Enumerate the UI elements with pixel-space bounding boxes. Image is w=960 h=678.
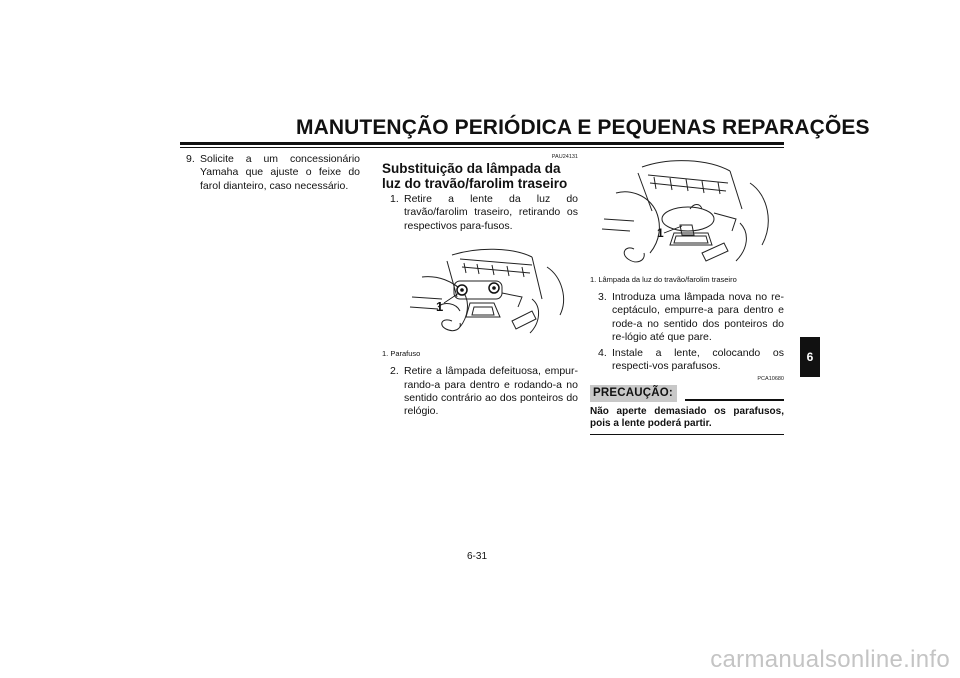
step-2	[390, 365, 578, 419]
caution-reference-code: PCA10680	[757, 376, 784, 383]
step-text: Instale a lente, colocando os respecti-vos parafusos.	[612, 346, 784, 373]
caution-header	[590, 385, 784, 401]
step-1	[390, 193, 578, 233]
caution-label: PRECAUÇÃO:	[590, 385, 677, 401]
caution-text: Não aperte demasiado os parafusos, pois a lente poderá partir.	[590, 405, 784, 430]
reference-code: PAU24131	[551, 154, 578, 160]
taillight-lens-screws-illustration	[382, 237, 578, 347]
step-text: Solicite a um concessionário Yamaha que ajuste o feixe do farol dianteiro, caso necessário.	[200, 153, 360, 192]
step-3	[598, 291, 784, 345]
figure-caption: 1. Parafuso	[382, 349, 421, 359]
step-number: 3.	[598, 291, 607, 303]
header-rule-thick	[180, 142, 784, 145]
step-number: 2.	[390, 365, 399, 378]
caution-rule	[685, 399, 784, 401]
step-text: Retire a lente da luz do travão/farolim traseiro, retirando os respectivos para-fusos.	[404, 193, 578, 232]
figure-callout: 1	[436, 299, 444, 315]
caution-bottom-rule	[590, 434, 784, 436]
header-rule-thin	[180, 147, 784, 148]
page-title: MANUTENÇÃO PERIÓDICA E PEQUENAS REPARAÇÕES	[296, 116, 870, 139]
step-text: Introduza uma lâmpada nova no re-ceptáculo, empurre-a para dentro e rode-a no sentido dos ponteiros do re-lógio até que pare.	[612, 291, 784, 344]
chapter-tab: 6	[800, 337, 820, 377]
step-number: 9.	[186, 153, 195, 165]
figure-callout: 1	[657, 226, 664, 240]
section-title: Substituição da lâmpada da luz do travão/farolim traseiro	[382, 161, 568, 191]
taillight-bulb-illustration	[590, 153, 784, 273]
step-number: 4.	[598, 346, 607, 359]
step-number: 1.	[390, 193, 399, 205]
step-4	[598, 347, 784, 374]
column-2	[382, 153, 578, 421]
page-number: 6-31	[467, 551, 488, 562]
step-9	[186, 153, 360, 193]
motorcycle-rear-drawing	[590, 153, 784, 273]
column-1	[186, 153, 360, 195]
motorcycle-rear-drawing	[382, 237, 578, 347]
watermark: carmanualsonline.info	[710, 646, 950, 673]
figure-caption: 1. Lâmpada da luz do travão/farolim traseiro	[590, 275, 737, 284]
column-3	[590, 153, 784, 435]
step-text: Retire a lâmpada defeituosa, empur-rando-a para dentro e rodando-a no sentido contrário ao dos ponteiros do relógio.	[404, 365, 578, 418]
